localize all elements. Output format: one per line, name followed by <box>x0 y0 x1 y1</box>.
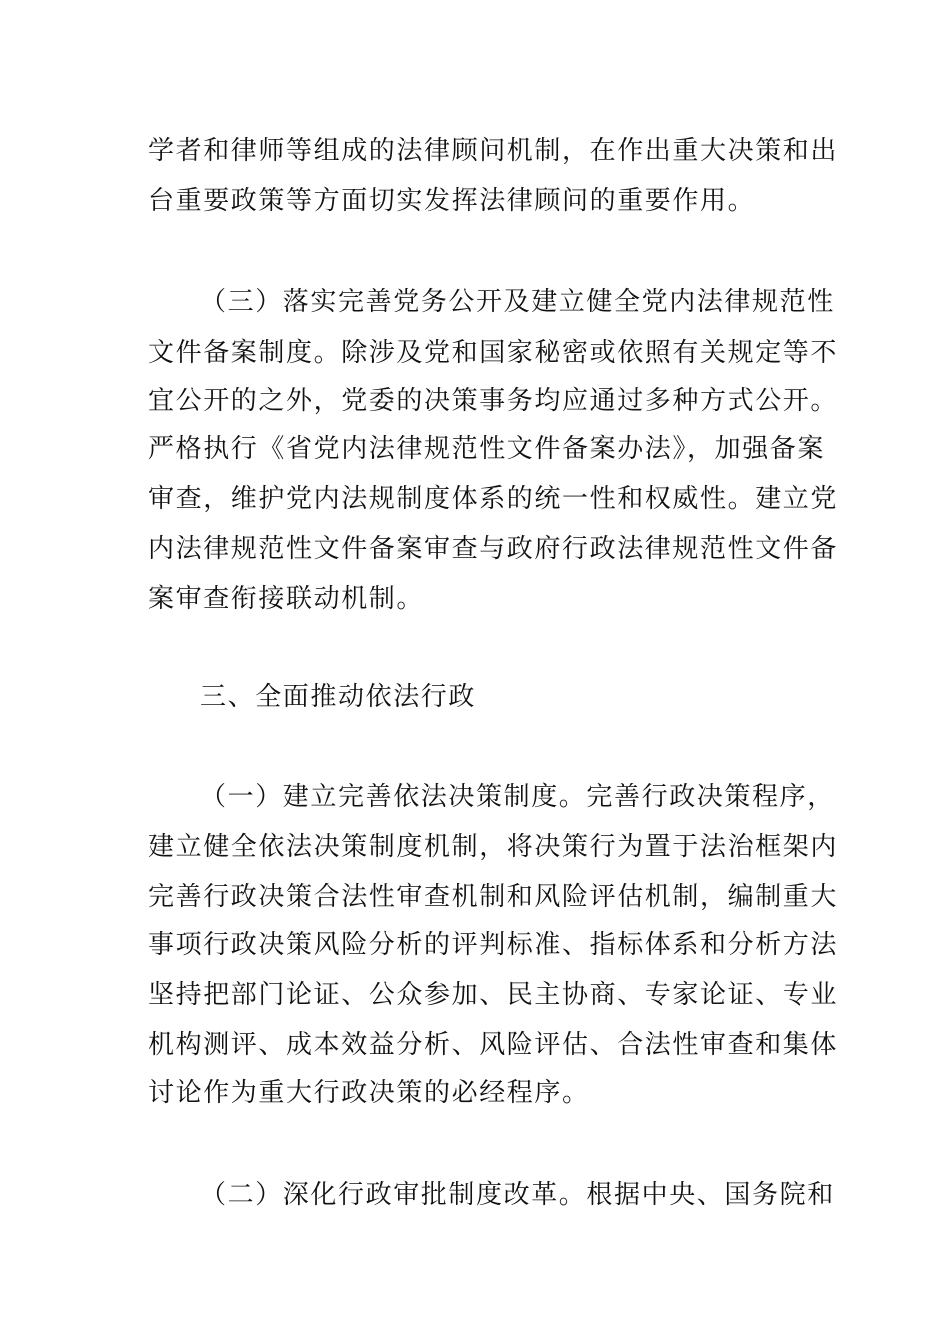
paragraph-line: （三）落实完善党务公开及建立健全党内法律规范性 <box>200 287 835 317</box>
paragraph-line: 台重要政策等方面切实发挥法律顾问的重要作用。 <box>148 186 756 216</box>
paragraph-line: 坚持把部门论证、公众参加、民主协商、专家论证、专业 <box>148 980 839 1010</box>
paragraph-line: 讨论作为重大行政决策的必经程序。 <box>148 1078 590 1108</box>
paragraph-line: 文件备案制度。除涉及党和国家秘密或依照有关规定等不 <box>148 338 839 368</box>
paragraph-line: 建立健全依法决策制度机制，将决策行为置于法治框架内 <box>148 832 839 862</box>
paragraph-line: 学者和律师等组成的法律顾问机制，在作出重大决策和出 <box>148 136 839 166</box>
paragraph-line: 完善行政决策合法性审查机制和风险评估机制，编制重大 <box>148 882 839 912</box>
paragraph-line: 机构测评、成本效益分析、风险评估、合法性审查和集体 <box>148 1030 839 1060</box>
paragraph-line: （一）建立完善依法决策制度。完善行政决策程序， <box>200 782 835 812</box>
paragraph-line: （二）深化行政审批制度改革。根据中央、国务院和 <box>200 1180 835 1210</box>
paragraph-line: 事项行政决策风险分析的评判标准、指标体系和分析方法 <box>148 930 839 960</box>
section-heading: 三、全面推动依法行政 <box>200 682 477 712</box>
paragraph-line: 案审查衔接联动机制。 <box>148 584 425 614</box>
paragraph-line: 宜公开的之外，党委的决策事务均应通过多种方式公开。 <box>148 386 839 416</box>
paragraph-line: 内法律规范性文件备案审查与政府行政法律规范性文件备 <box>148 534 839 564</box>
paragraph-line: 严格执行《省党内法律规范性文件备案办法》，加强备案 <box>148 434 826 464</box>
paragraph-line: 审查，维护党内法规制度体系的统一性和权威性。建立党 <box>148 484 839 514</box>
